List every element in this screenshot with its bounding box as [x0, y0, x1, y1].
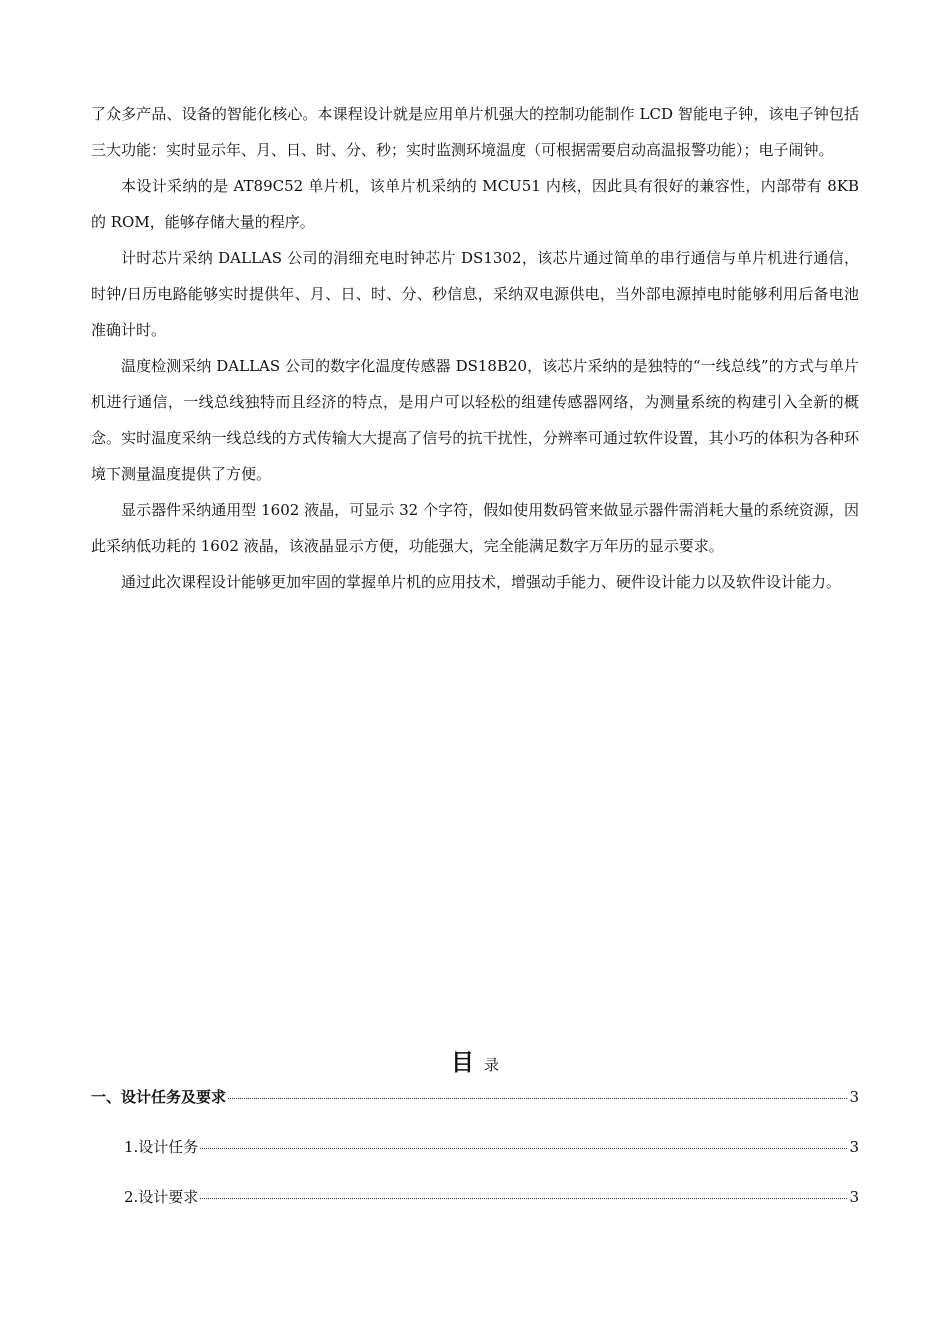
toc-dot-leader: [228, 1098, 847, 1099]
toc-dot-leader: [200, 1148, 847, 1149]
toc-title-main: 目: [450, 1050, 474, 1076]
paragraph-summary: 通过此次课程设计能够更加牢固的掌握单片机的应用技术，增强动手能力、硬件设计能力以及软件设计能力。: [121, 573, 842, 591]
toc-entry-label: 一、设计任务及要求: [91, 1088, 227, 1106]
toc-dot-leader: [200, 1198, 847, 1199]
toc-entry-page: 3: [849, 1138, 859, 1156]
toc-entry-label: 2.设计要求: [124, 1188, 199, 1206]
paragraph-display: 显示器件采纳通用型 1602 液晶，可显示 32 个字符，假如使用数码管来做显示器件需消耗大量的系统资源，因此采纳低功耗的 1602 液晶，该液晶显示方便，功能强大，完全能满足数字万年历的显示要求。: [91, 501, 859, 555]
paragraph-temperature: 温度检测采纳 DALLAS 公司的数字化温度传感器 DS18B20，该芯片采纳的是独特的“一线总线”的方式与单片机进行通信，一线总线独特而且经济的特点，是用户可以轻松的组建传感器网络，为测量系统的构建引入全新的概念。实时温度采纳一线总线的方式传输大大提高了信号的抗干扰性，分辨率可通过软件设置，其小巧的体积为各种环境下测量温度提供了方便。: [91, 357, 859, 483]
toc-entry-design-tasks[interactable]: [91, 1136, 859, 1160]
toc-entry-page: 3: [849, 1088, 859, 1106]
paragraph-mcu: 本设计采纳的是 AT89C52 单片机，该单片机采纳的 MCU51 内核，因此具有很好的兼容性，内部带有 8KB 的 ROM，能够存储大量的程序。: [91, 177, 859, 231]
toc-entry-design-tasks-and-requirements[interactable]: [91, 1086, 859, 1110]
document-body: [91, 96, 859, 600]
paragraph-intro: 了众多产品、设备的智能化核心。本课程设计就是应用单片机强大的控制功能制作 LCD 智能电子钟，该电子钟包括三大功能：实时显示年、月、日、时、分、秒；实时监测环境温度（可根据需要启动高温报警功能）；电子闹钟。: [91, 105, 859, 159]
paragraph-clock-chip: 计时芯片采纳 DALLAS 公司的涓细充电时钟芯片 DS1302，该芯片通过简单的串行通信与单片机进行通信，时钟/日历电路能够实时提供年、月、日、时、分、秒信息，采纳双电源供电，当外部电源掉电时能够利用后备电池准确计时。: [91, 249, 859, 339]
toc-entry-page: 3: [849, 1188, 859, 1206]
toc-entry-design-requirements[interactable]: [91, 1186, 859, 1210]
toc-entry-label: 1.设计任务: [124, 1138, 199, 1156]
toc-title-sub: 录: [483, 1056, 499, 1074]
toc-title: [0, 1044, 950, 1077]
